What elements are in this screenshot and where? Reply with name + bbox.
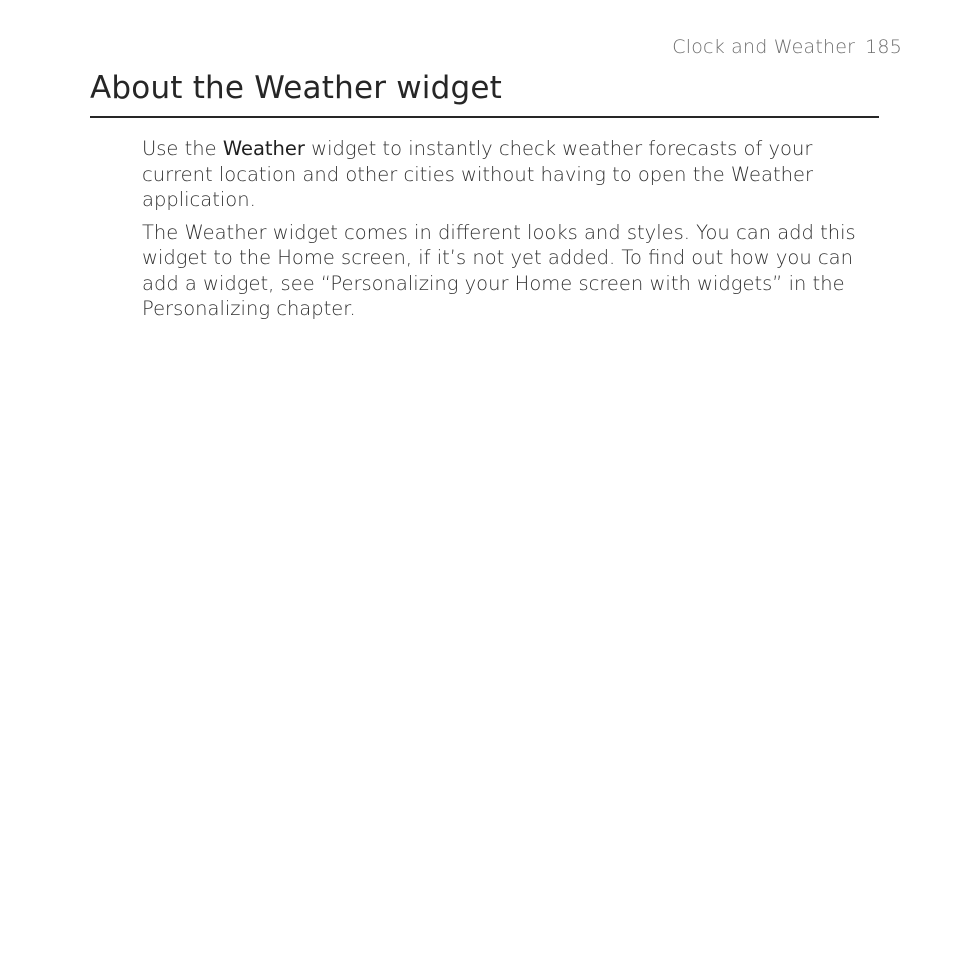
paragraph-1-rest: widget to instantly check weather forecasts of your current location and other cities without having to open the Weather application.: [142, 137, 814, 211]
chapter-title: Clock and Weather: [672, 36, 856, 58]
paragraph-1: [142, 136, 872, 213]
page-number: 185: [865, 36, 902, 58]
weather-widget-term: Weather: [222, 137, 305, 160]
running-header: [672, 36, 902, 58]
paragraph-1-lead: Use the: [142, 137, 223, 160]
section-title: About the Weather widget: [90, 68, 879, 118]
paragraph-2: The Weather widget comes in different looks and styles. You can add this widget to the Home screen, if it’s not yet added. To find out how you can add a widget, see “Personalizing your Home screen with widgets” in the Personalizing chapter.: [142, 220, 856, 320]
section-body: [142, 136, 872, 329]
